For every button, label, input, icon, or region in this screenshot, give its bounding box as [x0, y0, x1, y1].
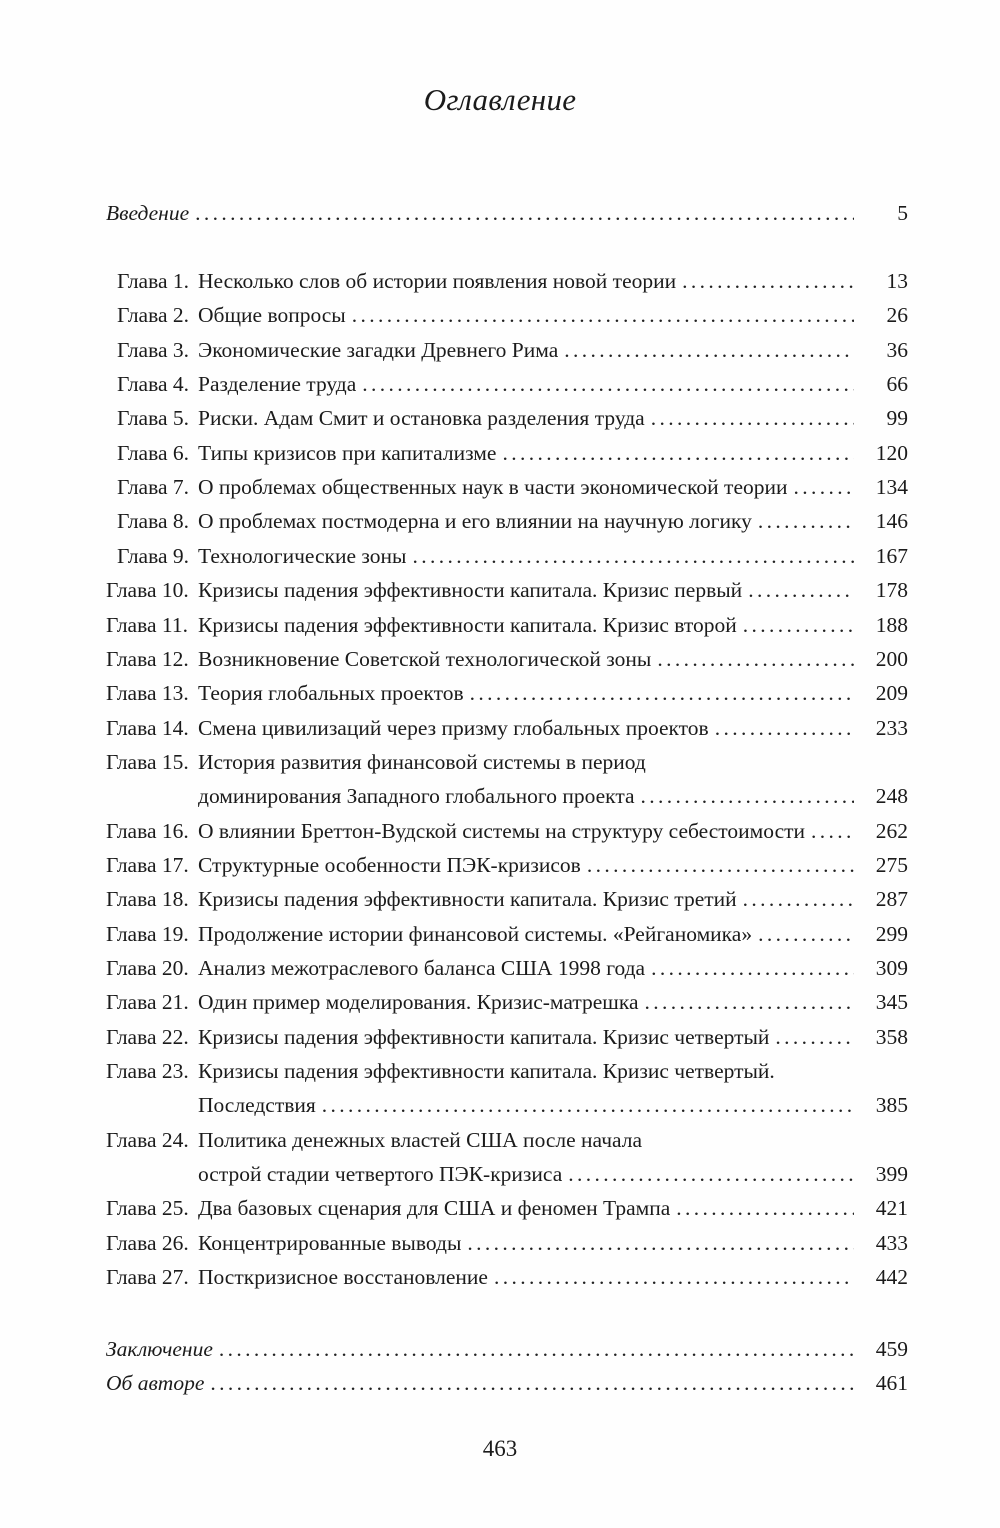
- dot-leader: [502, 436, 854, 470]
- chapter-title: Общие вопросы: [198, 303, 346, 328]
- toc-entry-chapter[interactable]: [0, 1020, 1000, 1054]
- chapter-title: Смена цивилизаций через призму глобальных проектов: [198, 715, 709, 740]
- chapter-page: 287: [875, 887, 908, 912]
- chapter-page: 120: [875, 440, 908, 465]
- toc-entry-chapter[interactable]: [0, 676, 1000, 710]
- toc-entry-continuation[interactable]: [0, 1157, 1000, 1191]
- toc-entry-chapter[interactable]: [0, 1054, 1000, 1088]
- toc-entry-chapter[interactable]: [0, 470, 1000, 504]
- toc-entry-chapter[interactable]: [0, 1226, 1000, 1260]
- chapter-page: 421: [875, 1196, 908, 1221]
- chapter-page: 385: [875, 1093, 908, 1118]
- page-title: Оглавление: [423, 82, 577, 117]
- chapter-page: 345: [875, 990, 908, 1015]
- toc-entry-label: Об авторе: [106, 1371, 205, 1395]
- dot-leader: [743, 882, 854, 916]
- chapter-number: Глава 26.: [106, 1230, 189, 1255]
- chapter-number: Глава 27.: [106, 1265, 189, 1290]
- chapter-title: Разделение труда: [198, 372, 357, 397]
- chapter-page: 36: [886, 337, 908, 362]
- chapter-number: Глава 15.: [106, 749, 189, 774]
- chapter-number: Глава 21.: [106, 990, 189, 1015]
- chapter-title-continuation: Последствия: [198, 1093, 316, 1118]
- dot-leader: [210, 1366, 854, 1400]
- dot-leader: [467, 1226, 854, 1260]
- chapter-page: 275: [875, 852, 908, 877]
- dot-leader: [494, 1260, 854, 1294]
- chapter-title: О проблемах постмодерна и его влиянии на научную логику: [198, 509, 752, 534]
- chapter-number: Глава 24.: [106, 1127, 189, 1152]
- toc-entry-chapter[interactable]: [0, 264, 1000, 298]
- toc-entry-chapter[interactable]: [0, 504, 1000, 538]
- toc-entry-label: Введение: [106, 201, 190, 225]
- chapter-page: 167: [875, 543, 908, 568]
- toc-entry-page: 459: [875, 1337, 908, 1361]
- chapter-number: Глава 12.: [106, 646, 189, 671]
- chapter-page: 442: [875, 1265, 908, 1290]
- chapter-number: Глава 1.: [117, 269, 189, 293]
- chapter-number: Глава 22.: [106, 1024, 189, 1049]
- dot-leader: [470, 676, 854, 710]
- chapter-page: 146: [875, 509, 908, 534]
- chapter-page: 262: [875, 818, 908, 843]
- toc-entry-chapter[interactable]: [0, 367, 1000, 401]
- chapter-page: 309: [875, 956, 908, 980]
- chapter-page: 188: [875, 612, 908, 637]
- chapter-title: История развития финансовой системы в период: [198, 749, 646, 774]
- toc-entry-chapter[interactable]: [0, 1191, 1000, 1225]
- toc-entry-chapter[interactable]: [0, 745, 1000, 779]
- chapter-number: Глава 9.: [117, 543, 189, 568]
- dot-leader: [682, 264, 854, 298]
- chapter-title: Несколько слов об истории появления новой теории: [198, 269, 677, 293]
- chapter-number: Глава 14.: [106, 715, 189, 740]
- chapter-number: Глава 23.: [106, 1059, 189, 1084]
- toc-entry-about[interactable]: [0, 1366, 1000, 1400]
- chapter-number: Глава 2.: [117, 303, 189, 328]
- chapter-page: 66: [886, 372, 908, 397]
- chapter-number: Глава 7.: [117, 475, 189, 500]
- chapter-title: Кризисы падения эффективности капитала. Кризис первый: [198, 578, 743, 603]
- chapter-number: Глава 10.: [106, 578, 189, 603]
- toc-entry-chapter[interactable]: [0, 814, 1000, 848]
- dot-leader: [794, 470, 854, 504]
- dot-leader: [587, 848, 854, 882]
- chapter-title-continuation: острой стадии четвертого ПЭК-кризиса: [198, 1162, 563, 1187]
- chapter-title-continuation: доминирования Западного глобального проекта: [198, 784, 635, 809]
- dot-leader: [568, 1157, 854, 1191]
- chapter-title: Политика денежных властей США после начала: [198, 1127, 643, 1152]
- chapter-page: 209: [875, 681, 908, 706]
- chapter-number: Глава 20.: [106, 956, 189, 980]
- chapter-title: Типы кризисов при капитализме: [198, 440, 497, 465]
- dot-leader: [219, 1332, 854, 1366]
- dot-leader: [748, 573, 854, 607]
- chapter-page: 134: [875, 475, 908, 500]
- chapter-number: Глава 5.: [117, 406, 189, 431]
- dot-leader: [322, 1088, 854, 1122]
- dot-leader: [715, 711, 854, 745]
- dot-leader: [676, 1191, 854, 1225]
- toc-entry-chapter[interactable]: [0, 573, 1000, 607]
- chapter-title: Технологические зоны: [198, 543, 407, 568]
- dot-leader: [564, 333, 854, 367]
- chapter-page: 399: [875, 1162, 908, 1187]
- chapter-number: Глава 11.: [106, 612, 188, 637]
- dot-leader: [758, 504, 854, 538]
- chapter-number: Глава 25.: [106, 1196, 189, 1221]
- chapter-page: 248: [875, 784, 908, 809]
- toc-entry-chapter[interactable]: [0, 333, 1000, 367]
- dot-leader: [645, 985, 854, 1019]
- toc-entry-chapter[interactable]: [0, 608, 1000, 642]
- toc-entry-chapter[interactable]: [0, 1123, 1000, 1157]
- toc-entry-continuation[interactable]: [0, 1088, 1000, 1122]
- toc-entry-chapter[interactable]: [0, 1260, 1000, 1294]
- chapter-title: Продолжение истории финансовой системы. «Рейганомика»: [198, 921, 753, 946]
- chapter-number: Глава 3.: [117, 337, 189, 362]
- chapter-page: 13: [886, 269, 908, 293]
- toc-entry-chapter[interactable]: [0, 539, 1000, 573]
- chapter-title: Экономические загадки Древнего Рима: [198, 337, 559, 362]
- dot-leader: [657, 642, 854, 676]
- chapter-number: Глава 17.: [106, 852, 189, 877]
- toc-entry-conclusion[interactable]: [0, 1332, 1000, 1366]
- chapter-page: 178: [875, 578, 908, 603]
- chapter-page: 200: [875, 646, 908, 671]
- toc-entry-chapter[interactable]: [0, 985, 1000, 1019]
- chapter-page: 299: [875, 921, 908, 946]
- page-number: 463: [482, 1436, 518, 1461]
- chapter-title: Анализ межотраслевого баланса США 1998 года: [198, 956, 646, 980]
- toc-entry-page: 5: [897, 201, 908, 225]
- dot-leader: [195, 196, 854, 230]
- chapter-page: 233: [875, 715, 908, 740]
- toc-entry-page: 461: [875, 1371, 908, 1395]
- chapter-number: Глава 19.: [106, 921, 189, 946]
- toc-entry-chapter[interactable]: [0, 401, 1000, 435]
- chapter-page: 99: [886, 406, 908, 431]
- toc-entry-chapter[interactable]: [0, 882, 1000, 916]
- dot-leader: [743, 608, 854, 642]
- chapter-title: Концентрированные выводы: [198, 1230, 462, 1255]
- chapter-title: О проблемах общественных наук в части экономической теории: [198, 475, 788, 500]
- chapter-title: О влиянии Бреттон-Вудской системы на структуру себестоимости: [198, 818, 806, 843]
- chapter-title: Кризисы падения эффективности капитала. Кризис четвертый: [198, 1024, 770, 1049]
- chapter-number: Глава 6.: [117, 440, 189, 465]
- toc-entry-chapter[interactable]: [0, 711, 1000, 745]
- chapter-title: Структурные особенности ПЭК-кризисов: [198, 852, 581, 877]
- chapter-page: 433: [875, 1230, 908, 1255]
- dot-leader: [758, 917, 854, 951]
- toc-entry-continuation[interactable]: [0, 779, 1000, 813]
- dot-leader: [811, 814, 854, 848]
- toc-entry-chapter[interactable]: [0, 917, 1000, 951]
- chapter-number: Глава 18.: [106, 887, 189, 912]
- chapter-title: Возникновение Советской технологической зоны: [198, 646, 652, 671]
- toc-entry-label: Заключение: [106, 1337, 213, 1361]
- toc-entry-chapter[interactable]: [0, 436, 1000, 470]
- chapter-title: Кризисы падения эффективности капитала. Кризис третий: [198, 887, 737, 912]
- dot-leader: [651, 951, 854, 985]
- toc-entry-intro[interactable]: [0, 196, 1000, 230]
- toc-entry-chapter[interactable]: [0, 298, 1000, 332]
- toc-entry-chapter[interactable]: [0, 848, 1000, 882]
- dot-leader: [641, 779, 854, 813]
- chapter-title: Посткризисное восстановление: [198, 1265, 488, 1290]
- chapter-title: Кризисы падения эффективности капитала. Кризис второй: [198, 612, 737, 637]
- chapter-number: Глава 16.: [106, 818, 189, 843]
- dot-leader: [412, 539, 854, 573]
- dot-leader: [651, 401, 854, 435]
- chapter-title: Теория глобальных проектов: [198, 681, 464, 706]
- chapter-title: Два базовых сценария для США и феномен Трампа: [198, 1196, 671, 1221]
- dot-leader: [362, 367, 854, 401]
- toc-entry-chapter[interactable]: [0, 951, 1000, 985]
- dot-leader: [775, 1020, 854, 1054]
- chapter-page: 358: [875, 1024, 908, 1049]
- chapter-title: Риски. Адам Смит и остановка разделения труда: [198, 406, 645, 431]
- chapter-page: 26: [886, 303, 908, 328]
- chapter-title: Один пример моделирования. Кризис-матрешка: [198, 990, 639, 1015]
- chapter-number: Глава 4.: [117, 372, 189, 397]
- dot-leader: [352, 298, 854, 332]
- chapter-number: Глава 8.: [117, 509, 189, 534]
- chapter-number: Глава 13.: [106, 681, 189, 706]
- toc-entry-chapter[interactable]: [0, 642, 1000, 676]
- chapter-title: Кризисы падения эффективности капитала. Кризис четвертый.: [198, 1059, 775, 1084]
